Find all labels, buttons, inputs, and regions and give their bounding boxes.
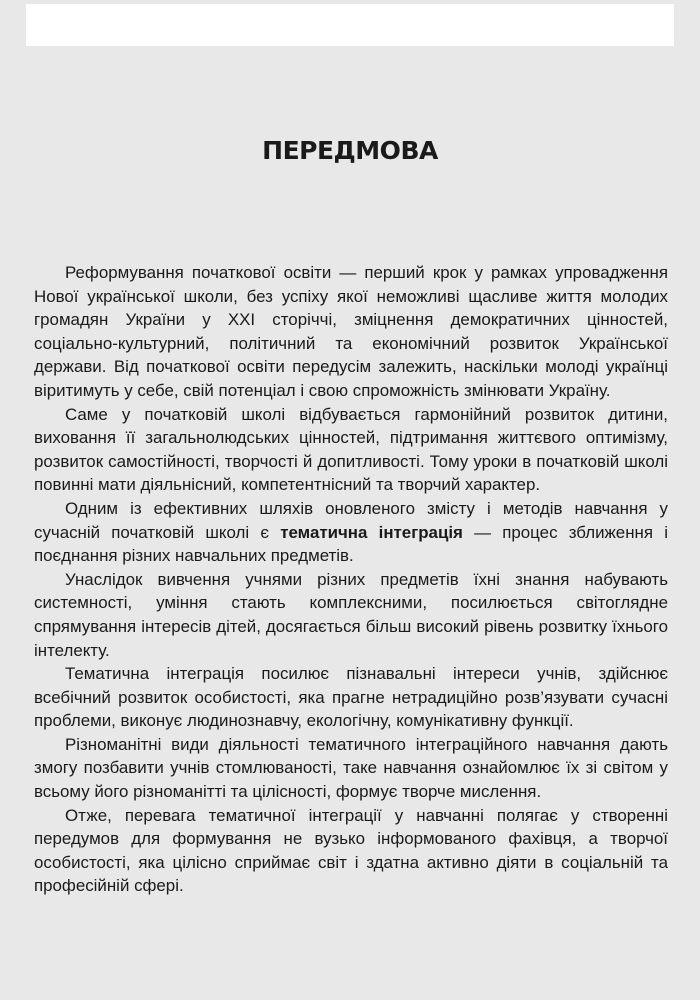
paragraph-3-end: — процес зближення і поєднання різних навчальних предметів. <box>34 522 668 566</box>
body-text <box>34 261 668 898</box>
paragraph-5: Тематична інтеграція посилює пізнавальні інтереси учнів, здійснює всебічний розвиток особистості, яка прагне нетрадиційно розв’язувати сучасні проблеми, виконує людинознавчу, екологічну, комунікативну функції. <box>34 664 668 731</box>
paragraph-1: Реформування початкової освіти — перший крок у рамках упровадження Нової української школи, без успіху якої неможливі щасливе життя молодих громадян України у XXI сторіччі, зміцнення демократичних цінностей, соціально-культурний, політичний та економічний розвиток Української держави. Від початкової освіти передусім залежить, наскільки молоді українці віритимуть у себе, свій потенціал і свою спроможність змінювати Україну. <box>34 263 668 400</box>
paragraph-4: Унаслідок вивчення учнями різних предметів їхні знання набувають системності, уміння стають комплексними, посилюється світоглядне спрямування інтересів дітей, досягається більш високий рівень розвитку їхнього інтелекту. <box>34 569 668 660</box>
page-title: ПЕРЕДМОВА <box>262 136 438 165</box>
paragraph-7: Отже, перевага тематичної інтеграції у навчанні полягає у створенні передумов для формування не вузько інформованого фахівця, а творчої особистості, яка цілісно сприймає світ і здатна активно діяти в соціальній та професійній сфері. <box>34 805 668 896</box>
paragraph-3-start: Одним із ефективних шляхів оновленого змісту і методів навчання у сучасній початковій школі є <box>34 498 668 542</box>
header-band <box>26 4 674 46</box>
paragraph-6: Різноманітні види діяльності тематичного інтеграційного навчання дають змогу позбавити учнів стомлюваності, таке навчання ознайомлює їх зі світом у всьому його різноманітті та цілісності, формує творче мислення. <box>34 734 668 802</box>
paragraph-2: Саме у початковій школі відбувається гармонійний розвиток дитини, виховання її загальнолюдських цінностей, підтримання життєвого оптимізму, розвиток самостійності, творчості й допитливості. Тому уроки в початковій школі повинні мати діяльнісний, компетентнісний та творчий характер. <box>34 404 668 495</box>
thematic-integration-term: тематична інтеграція <box>280 522 463 542</box>
paragraph-3 <box>34 497 668 568</box>
